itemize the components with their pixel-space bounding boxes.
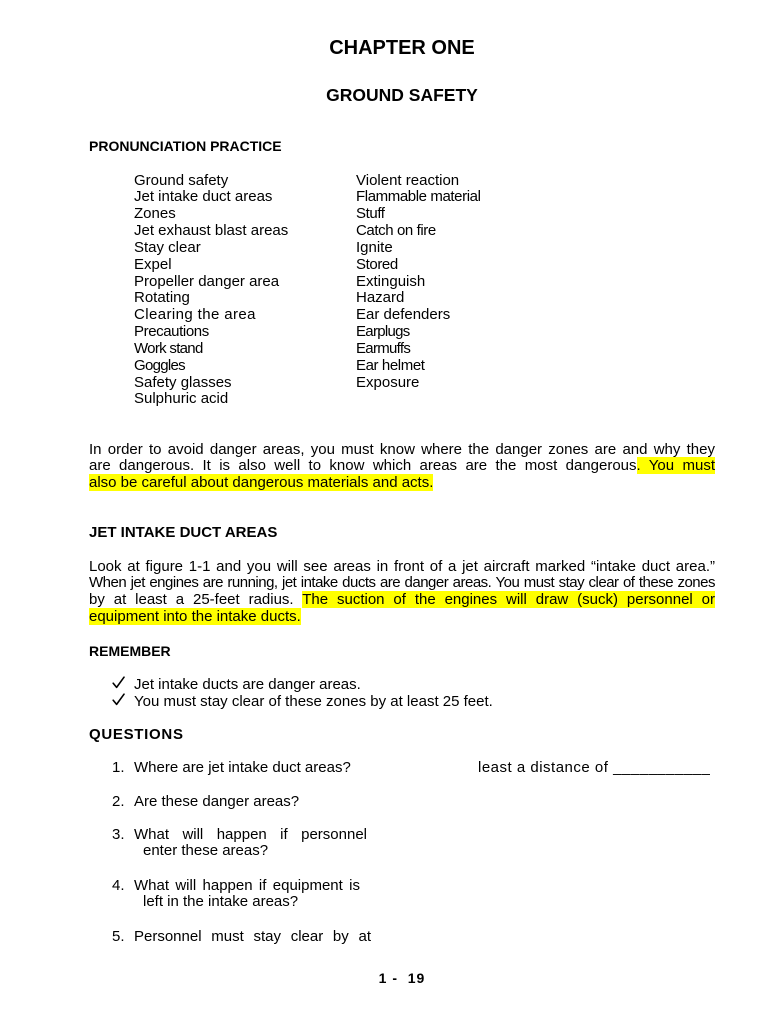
pronunciation-word: Ear defenders [356,306,451,324]
pronunciation-word: Expel [134,255,172,273]
question-5 [112,929,382,946]
question-text: What will happen if personnel [134,825,367,843]
paragraph-text: Look at figure 1-1 and you will see areas in front of a jet aircraft marked “intake duct area.” [89,557,715,575]
question-4 [112,878,382,912]
pronunciation-word: Clearing the area [134,306,256,324]
pronunciation-word: Flammable material [356,188,481,206]
highlighted-text: also be careful about dangerous materials and acts. [89,473,434,491]
pronunciation-word: Stay clear [134,238,201,256]
question-text: Where are jet intake duct areas? [134,758,351,776]
question-text: left in the intake areas? [143,893,299,911]
pronunciation-word: Rotating [134,289,190,307]
pronunciation-word: Ignite [356,238,393,256]
pronunciation-word: Ground safety [134,171,229,189]
pronunciation-word: Earplugs [356,323,410,341]
pronunciation-word: Hazard [356,289,405,307]
pronunciation-heading: PRONUNCIATION PRACTICE [89,137,282,154]
question-1 [112,760,382,777]
pronunciation-word: Sulphuric acid [134,390,229,408]
questions-heading: QUESTIONS [89,726,184,743]
highlighted-text: equipment into the intake ducts. [89,607,301,625]
remember-text: You must stay clear of these zones by at least 25 feet. [134,692,493,710]
jet-intake-heading: JET INTAKE DUCT AREAS [89,524,278,541]
pronunciation-left-column [134,173,288,409]
remember-text: Jet intake ducts are danger areas. [134,675,361,693]
pronunciation-word: Earmuffs [356,339,411,357]
paragraph-line [89,442,715,459]
paragraph-line [89,575,715,592]
checkmark-icon [112,676,125,689]
pronunciation-word: Stuff [356,205,385,223]
remember-item [112,676,493,693]
pronunciation-word: Safety glasses [134,373,232,391]
pronunciation-word: Zones [134,205,176,223]
pronunciation-word: Exposure [356,373,420,391]
paragraph-line [89,609,715,626]
remember-list [112,676,493,710]
question-text: Are these danger areas? [134,792,300,810]
section-title: GROUND SAFETY [326,84,478,105]
chapter-title: CHAPTER ONE [329,37,475,59]
intro-paragraph [89,442,715,492]
question-3 [112,827,382,861]
pronunciation-word: Work stand [134,339,203,357]
highlighted-text: . You must [636,457,715,475]
pronunciation-word: Violent reaction [356,171,460,189]
question-5-continuation: least a distance of ___________ [478,758,711,776]
paragraph-line [89,592,715,609]
question-text: Personnel must stay clear by at [134,927,371,945]
remember-heading: REMEMBER [89,642,171,659]
question-text: enter these areas? [143,842,269,860]
paragraph-text: are dangerous. It is also well to know which areas are the most dangerous [89,457,637,475]
paragraph-text: In order to avoid danger areas, you must know where the danger zones are and why they [89,440,715,458]
pronunciation-word: Extinguish [356,272,426,290]
pronunciation-word: Propeller danger area [134,272,280,290]
pronunciation-right-column [356,173,481,392]
question-number: 1. [112,758,125,776]
question-number: 4. [112,876,125,894]
question-number: 5. [112,927,125,945]
paragraph-text: by at least a 25-feet radius. [89,591,303,608]
highlighted-text: The suction of the engines will draw (suck) personnel or [302,591,715,608]
pronunciation-word: Stored [356,255,398,273]
pronunciation-word: Jet intake duct areas [134,188,273,206]
jet-intake-paragraph [89,559,715,626]
pronunciation-word: Jet exhaust blast areas [134,222,289,240]
paragraph-line [89,458,715,475]
pronunciation-word: Precautions [134,323,209,341]
question-number: 2. [112,792,125,810]
question-text: What will happen if equipment is [134,876,360,894]
question-2 [112,794,382,811]
pronunciation-word: Ear helmet [356,356,425,374]
remember-item [112,693,493,710]
page-number: 1 - 19 [378,969,426,986]
paragraph-line [89,475,715,492]
question-number: 3. [112,825,125,843]
pronunciation-word: Goggles [134,356,185,374]
checkmark-icon [112,693,125,706]
pronunciation-word: Catch on fire [356,222,436,240]
paragraph-line [89,559,715,576]
paragraph-text: When jet engines are running, jet intake ducts are danger areas. You must stay clear of these zones [89,574,715,592]
